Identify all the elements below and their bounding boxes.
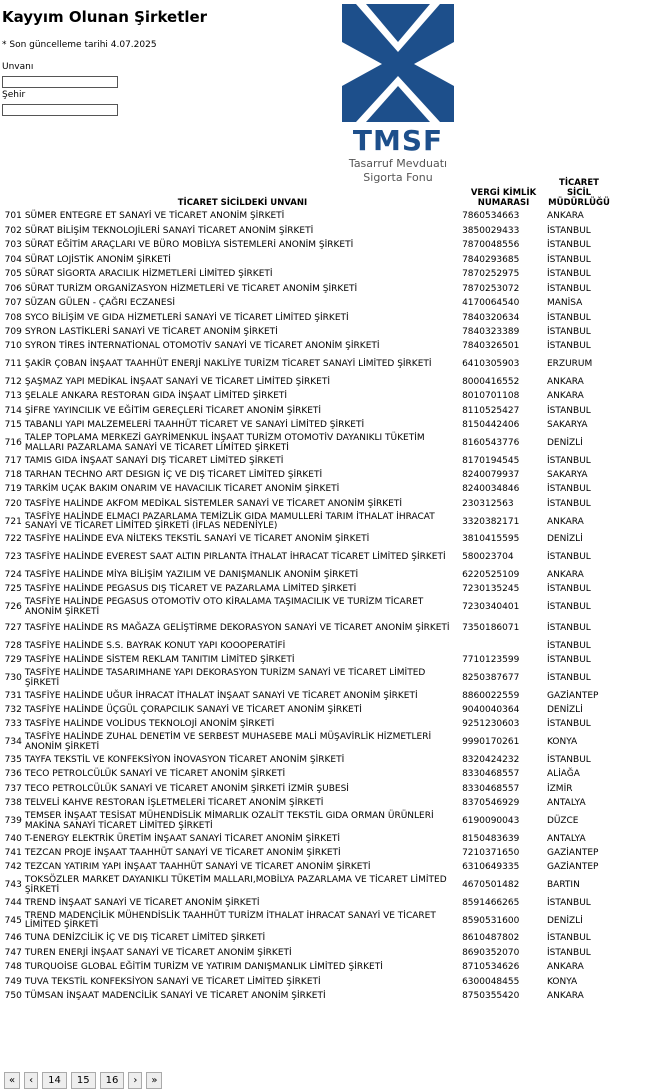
tax-number: 8160543776: [462, 437, 520, 448]
table-row: [0, 390, 612, 404]
row-number: 723: [4, 552, 22, 563]
company-name: TASFİYE HALİNDE PEGASUS DIŞ TİCARET VE PAZARLAMA LİMİTED ŞİRKETİ: [24, 584, 357, 595]
row-number: 701: [4, 211, 22, 222]
company-name: TOKSÖZLER MARKET DAYANIKLI TÜKETİM MALLARI,MOBİLYA PAZARLAMA VE TİCARET LİMİTED ŞİRKETİ: [24, 875, 447, 895]
tax-number: 8370546929: [462, 798, 520, 809]
registry-office: DENİZLİ: [546, 437, 583, 448]
row-number: 712: [4, 376, 22, 387]
row-number: 721: [4, 516, 22, 527]
tax-number: 6300048455: [462, 976, 520, 987]
table-row: [0, 297, 612, 311]
registry-office: ANKARA: [546, 569, 584, 580]
row-number: 706: [4, 283, 22, 294]
registry-office: SAKARYA: [546, 470, 588, 481]
company-name: TARKİM UÇAK BAKIM ONARIM VE HAVACILIK TİCARET ANONİM ŞİRKETİ: [24, 484, 340, 495]
row-number: 703: [4, 240, 22, 251]
page-title: Kayyım Olunan Şirketler: [2, 8, 208, 26]
tax-number: 8690352070: [462, 947, 520, 958]
table-row: [0, 568, 612, 582]
table-row: [0, 861, 612, 875]
tax-number: [461, 639, 546, 653]
company-name: SYCO BİLİŞİM VE GIDA HİZMETLERİ SANAYİ VE TİCARET LİMİTED ŞİRKETİ: [24, 312, 349, 323]
company-name: TASFİYE HALİNDE S.S. BAYRAK KONUT YAPI KOOOPERATİFİ: [24, 640, 286, 651]
company-name: TEZCAN YATIRIM YAPI İNŞAAT TAAHHÜT SANAYİ VE TİCARET ANONİM ŞİRKETİ: [24, 862, 371, 873]
row-number: 714: [4, 405, 22, 416]
table-row: [0, 326, 612, 340]
row-number: 708: [4, 312, 22, 323]
table-row: [0, 718, 612, 732]
row-number: 737: [4, 783, 22, 794]
row-number: 709: [4, 326, 22, 337]
company-name: TECO PETROLCÜLÜK SANAYİ VE TİCARET ANONİM ŞİRKETİ: [24, 769, 286, 780]
tax-number: 8320424232: [462, 754, 520, 765]
tax-number: 7870252975: [462, 269, 520, 280]
tax-number: 8330468557: [462, 783, 520, 794]
company-name: TAMIS GIDA İNŞAAT SANAYİ DIŞ TİCARET LİMİTED ŞİRKETİ: [24, 455, 284, 466]
tax-number: 8010701108: [462, 391, 520, 402]
row-number: 735: [4, 754, 22, 765]
sehir-input[interactable]: [2, 104, 118, 116]
first-page-button[interactable]: «: [4, 1072, 20, 1089]
company-name: TAYFA TEKSTİL VE KONFEKSİYON İNOVASYON TİCARET ANONİM ŞİRKETİ: [24, 754, 345, 765]
table-row: [0, 282, 612, 296]
registry-office: SAKARYA: [546, 420, 588, 431]
tax-number: 4170064540: [462, 298, 520, 309]
tax-number: 8110525427: [462, 405, 520, 416]
company-name: TASFİYE HALİNDE ELMACI PAZARLAMA TEMİZLİK GIDA MAMULLERİ TARIM İTHALAT İHRACAT SANAYİ VE TİCARET LİMİTED ŞİRKETİ (İFLAS NEDENİYLE): [24, 511, 435, 532]
table-row: [0, 753, 612, 767]
company-name: TASFİYE HALİNDE ÜÇGÜL ÇORAPCILIK SANAYİ VE TİCARET ANONİM ŞİRKETİ: [24, 704, 362, 715]
last-page-button[interactable]: »: [146, 1072, 162, 1089]
table-row: [0, 419, 612, 433]
company-name: TÜMSAN İNŞAAT MADENCİLİK SANAYİ VE TİCARET ANONİM ŞİRKETİ: [24, 991, 326, 1002]
row-number: 728: [4, 640, 22, 651]
logo-subtitle-1: Tasarruf Mevduatı: [348, 157, 448, 170]
registry-office: BARTIN: [546, 880, 580, 891]
table-row: [0, 533, 612, 547]
company-name: ŞAKİR ÇOBAN İNŞAAT TAAHHÜT ENERJİ NAKLİYE TURİZM TİCARET SANAYİ LİMİTED ŞİRKETİ: [24, 359, 432, 370]
tax-number: 3320382171: [462, 516, 520, 527]
registry-office: İSTANBUL: [546, 254, 591, 265]
registry-office: İSTANBUL: [546, 622, 591, 633]
company-name: TELVELİ KAHVE RESTORAN İŞLETMELERİ TİCARET ANONİM ŞİRKETİ: [24, 798, 324, 809]
row-number: 729: [4, 655, 22, 666]
table-row: [0, 483, 612, 497]
table-row: [0, 583, 612, 597]
row-number: 748: [4, 962, 22, 973]
registry-office: İSTANBUL: [546, 601, 591, 612]
logo-wordmark: TMSF: [352, 124, 444, 157]
header-vergi: VERGİ KİMLİK NUMARASI: [470, 188, 537, 208]
company-name: TALEP TOPLAMA MERKEZİ GAYRİMENKUL İNŞAAT TURİZM OTOMOTİV DAYANIKLI TÜKETİM MALLARI PAZARLAMA SANAYİ VE TİCARET LİMİTED ŞİRKETİ: [24, 433, 425, 453]
company-table: [0, 178, 612, 1004]
tax-number: 8330468557: [462, 769, 520, 780]
company-name: TEMSER İNŞAAT TESİSAT MÜHENDİSLİK MİMARLIK OZALİT TEKSTİL GIDA ORMAN ÜRÜNLERİ MAKİNA SANAYİ TİCARET LİMİTED ŞİRKETİ: [24, 811, 434, 831]
tax-number: 9251230603: [462, 719, 520, 730]
header-unvan: TİCARET SİCİLDEKİ UNVANI: [177, 198, 308, 208]
tax-number: 7710123599: [462, 655, 520, 666]
row-number: 719: [4, 484, 22, 495]
tax-number: 7230135245: [462, 584, 520, 595]
row-number: 717: [4, 455, 22, 466]
logo-subtitle-2: Sigorta Fonu: [363, 171, 433, 184]
table-row: [0, 340, 612, 354]
company-name: TEZCAN PROJE İNŞAAT TAAHHÜT SANAYİ VE TİCARET ANONİM ŞİRKETİ: [24, 848, 341, 859]
table-row: [0, 547, 612, 568]
company-name: SÜRAT LOJİSTİK ANONİM ŞİRKETİ: [24, 254, 171, 265]
tax-number: 580023704: [462, 552, 514, 563]
registry-office: İSTANBUL: [546, 240, 591, 251]
tax-number: 6310649335: [462, 862, 520, 873]
registry-office: ANKARA: [546, 211, 584, 222]
table-row: [0, 946, 612, 960]
row-number: 743: [4, 880, 22, 891]
row-number: 718: [4, 470, 22, 481]
row-number: 707: [4, 298, 22, 309]
company-name: TASFİYE HALİNDE EVEREST SAAT ALTIN PIRLANTA İTHALAT İHRACAT TİCARET LİMİTED ŞİRKETİ: [24, 552, 446, 563]
registry-office: İZMİR: [546, 783, 573, 794]
company-name: TARHAN TECHNO ART DESIGN İÇ VE DIŞ TİCARET LİMİTED ŞİRKETİ: [24, 470, 323, 481]
registry-office: ANKARA: [546, 516, 584, 527]
company-name: SÜZAN GÜLEN - ÇAĞRI ECZANESİ: [24, 298, 175, 309]
row-number: 742: [4, 862, 22, 873]
table-row: [0, 210, 612, 224]
company-name: TASFİYE HALİNDE VOLİDUS TEKNOLOJİ ANONİM ŞİRKETİ: [24, 719, 275, 730]
registry-office: ANTALYA: [546, 833, 586, 844]
row-number: 745: [4, 915, 22, 926]
row-number: 746: [4, 933, 22, 944]
row-number: 749: [4, 976, 22, 987]
table-row: [0, 597, 612, 618]
row-number: 725: [4, 584, 22, 595]
page-button[interactable]: 15: [71, 1072, 96, 1089]
company-name: TREND İNŞAAT SANAYİ VE TİCARET ANONİM ŞİRKETİ: [24, 897, 260, 908]
unvan-label: Unvanı: [2, 62, 34, 72]
table-row: [0, 639, 612, 653]
row-number: 750: [4, 991, 22, 1002]
tax-number: 8591466265: [462, 897, 520, 908]
table-row: [0, 268, 612, 282]
table-row: [0, 433, 612, 454]
registry-office: İSTANBUL: [546, 584, 591, 595]
row-number: 727: [4, 622, 22, 633]
tax-number: 7870253072: [462, 283, 520, 294]
registry-office: GAZİANTEP: [546, 862, 599, 873]
tax-number: 7210371650: [462, 848, 520, 859]
registry-office: İSTANBUL: [546, 455, 591, 466]
tax-number: 8150483639: [462, 833, 520, 844]
registry-office: GAZİANTEP: [546, 848, 599, 859]
table-row: [0, 512, 612, 533]
registry-office: İSTANBUL: [546, 672, 591, 683]
tax-number: 4670501482: [462, 880, 520, 891]
row-number: 705: [4, 269, 22, 280]
tax-number: 8240034846: [462, 484, 520, 495]
table-row: [0, 704, 612, 718]
registry-office: İSTANBUL: [546, 655, 591, 666]
tax-number: 9990170261: [462, 737, 520, 748]
company-name: TUNA DENİZCİLİK İÇ VE DIŞ TİCARET LİMİTED ŞİRKETİ: [24, 933, 266, 944]
registry-office: ANTALYA: [546, 798, 586, 809]
row-number: 744: [4, 897, 22, 908]
company-name: SYRON TİRES İNTERNATİONAL OTOMOTİV SANAYİ VE TİCARET ANONİM ŞİRKETİ: [24, 341, 380, 352]
registry-office: ALİAĞA: [546, 769, 580, 780]
table-row: [0, 239, 612, 253]
registry-office: DENİZLİ: [546, 704, 583, 715]
table-row: [0, 768, 612, 782]
registry-office: İSTANBUL: [546, 754, 591, 765]
tax-number: 6190090043: [462, 815, 520, 826]
company-name: TECO PETROLCÜLÜK SANAYİ VE TİCARET ANONİM ŞİRKETİ İZMİR ŞUBESİ: [24, 783, 349, 794]
row-number: 736: [4, 769, 22, 780]
row-number: 738: [4, 798, 22, 809]
company-name: TASFİYE HALİNDE RS MAĞAZA GELİŞTİRME DEKORASYON SANAYİ VE TİCARET ANONİM ŞİRKETİ: [24, 622, 450, 633]
tax-number: 6220525109: [462, 569, 520, 580]
table-row: [0, 354, 612, 375]
unvan-input[interactable]: [2, 76, 118, 88]
row-number: 716: [4, 437, 22, 448]
prev-page-button[interactable]: ‹: [24, 1072, 38, 1089]
table-row: [0, 847, 612, 861]
row-number: 747: [4, 947, 22, 958]
row-number: 739: [4, 815, 22, 826]
company-name: ŞİFRE YAYINCILIK VE EĞİTİM GEREÇLERİ TİCARET ANONİM ŞİRKETİ: [24, 405, 322, 416]
header-no: [0, 178, 24, 210]
table-body: [0, 210, 612, 1004]
header-mudurluk: TİCARET SİCİL MÜDÜRLÜĞÜ: [548, 178, 610, 208]
row-number: 711: [4, 359, 22, 370]
registry-office: MANİSA: [546, 298, 583, 309]
tax-number: 7870048556: [462, 240, 520, 251]
registry-office: DENİZLİ: [546, 534, 583, 545]
row-number: 740: [4, 833, 22, 844]
table-row: [0, 454, 612, 468]
table-row: [0, 375, 612, 389]
tax-number: 3850029433: [462, 225, 520, 236]
table-row: [0, 990, 612, 1004]
table-row: [0, 975, 612, 989]
registry-office: İSTANBUL: [546, 933, 591, 944]
registry-office: ERZURUM: [546, 359, 593, 370]
company-name: SÜMER ENTEGRE ET SANAYİ VE TİCARET ANONİM ŞİRKETİ: [24, 211, 285, 222]
tax-number: 8170194545: [462, 455, 520, 466]
table-row: [0, 875, 612, 896]
registry-office: İSTANBUL: [546, 225, 591, 236]
company-name: TASFİYE HALİNDE MİYA BİLİŞİM YAZILIM VE DANIŞMANLIK ANONİM ŞİRKETİ: [24, 569, 359, 580]
company-name: T-ENERGY ELEKTRİK ÜRETİM İNŞAAT SANAYİ TİCARET ANONİM ŞİRKETİ: [24, 833, 341, 844]
company-name: TASFİYE HALİNDE UĞUR İHRACAT İTHALAT İNŞAAT SANAYİ VE TİCARET ANONİM ŞİRKETİ: [24, 690, 418, 701]
company-name: SYRON LASTİKLERİ SANAYİ VE TİCARET ANONİM ŞİRKETİ: [24, 326, 278, 337]
row-number: 720: [4, 498, 22, 509]
last-updated-text: * Son güncelleme tarihi 4.07.2025: [2, 40, 157, 50]
company-name: TASFİYE HALİNDE SİSTEM REKLAM TANITIM LİMİTED ŞİRKETİ: [24, 655, 295, 666]
table-row: [0, 497, 612, 511]
tax-number: 7840320634: [462, 312, 520, 323]
registry-office: ANKARA: [546, 991, 584, 1002]
company-name: SÜRAT EĞİTİM ARAÇLARI VE BÜRO MOBİLYA SİSTEMLERİ ANONİM ŞİRKETİ: [24, 240, 354, 251]
tmsf-emblem: [342, 4, 454, 122]
tax-number: 8150442406: [462, 420, 520, 431]
registry-office: İSTANBUL: [546, 312, 591, 323]
table-row: [0, 732, 612, 753]
registry-office: KONYA: [546, 737, 578, 748]
table-row: [0, 797, 612, 811]
tax-number: 8860022559: [462, 690, 520, 701]
table-row: [0, 932, 612, 946]
registry-office: ANKARA: [546, 391, 584, 402]
company-name: TASFİYE HALİNDE PEGASUS OTOMOTİV OTO KİRALAMA TAŞIMACILIK VE TURİZM TİCARET ANONİM ŞİRKETİ: [24, 597, 424, 617]
company-name: SÜRAT TURİZM ORGANİZASYON HİZMETLERİ VE TİCARET ANONİM ŞİRKETİ: [24, 283, 358, 294]
company-name: TASFİYE HALİNDE AKFOM MEDİKAL SİSTEMLER SANAYİ VE TİCARET ANONİM ŞİRKETİ: [24, 498, 402, 509]
company-name: TASFİYE HALİNDE EVA NİLTEKS TEKSTİL SANAYİ VE TİCARET ANONİM ŞİRKETİ: [24, 534, 370, 545]
tax-number: 8250387677: [462, 672, 520, 683]
row-number: 734: [4, 737, 22, 748]
tmsf-emblem-graphic: [342, 4, 454, 122]
registry-office: İSTANBUL: [546, 552, 591, 563]
company-name: TASFİYE HALİNDE TASARIMHANE YAPI DEKORASYON TURİZM SANAYİ VE TİCARET LİMİTED ŞİRKETİ: [24, 668, 426, 688]
company-name: TREND MADENCİLİK MÜHENDİSLİK TAAHHÜT TURİZM İTHALAT İHRACAT SANAYİ VE TİCARET LİMİTED ŞİRKETİ: [24, 910, 436, 931]
row-number: 724: [4, 569, 22, 580]
registry-office: DÜZCE: [546, 815, 579, 826]
row-number: 722: [4, 534, 22, 545]
tax-number: 7350186071: [462, 622, 520, 633]
company-name: ŞELALE ANKARA RESTORAN GIDA İNŞAAT LİMİTED ŞİRKETİ: [24, 391, 288, 402]
page-button[interactable]: 16: [100, 1072, 125, 1089]
sehir-label: Şehir: [2, 90, 26, 100]
registry-office: ANKARA: [546, 376, 584, 387]
company-name: SÜRAT BİLİŞİM TEKNOLOJİLERİ SANAYİ TİCARET ANONİM ŞİRKETİ: [24, 225, 314, 236]
tax-number: 9040040364: [462, 704, 520, 715]
tmsf-logo: [342, 4, 454, 185]
row-number: 704: [4, 254, 22, 265]
company-name: TUREN ENERJİ İNŞAAT SANAYİ VE TİCARET ANONİM ŞİRKETİ: [24, 947, 292, 958]
row-number: 731: [4, 690, 22, 701]
registry-office: İSTANBUL: [546, 269, 591, 280]
registry-office: İSTANBUL: [546, 484, 591, 495]
registry-office: İSTANBUL: [546, 326, 591, 337]
tax-number: 7840293685: [462, 254, 520, 265]
registry-office: GAZİANTEP: [546, 690, 599, 701]
company-name: TABANLI YAPI MALZEMELERİ TAAHHÜT TİCARET VE SANAYİ LİMİTED ŞİRKETİ: [24, 420, 365, 431]
row-number: 710: [4, 341, 22, 352]
table-row: [0, 668, 612, 689]
tax-number: 230312563: [462, 498, 514, 509]
row-number: 730: [4, 672, 22, 683]
table-row: [0, 689, 612, 703]
tax-number: 7840323389: [462, 326, 520, 337]
page-button[interactable]: 14: [42, 1072, 67, 1089]
tax-number: 8000416552: [462, 376, 520, 387]
table-row: [0, 782, 612, 796]
table-row: [0, 811, 612, 832]
tax-number: 6410305903: [462, 359, 520, 370]
table-row: [0, 832, 612, 846]
company-name: TUVA TEKSTİL KONFEKSİYON SANAYİ VE TİCARET LİMİTED ŞİRKETİ: [24, 976, 321, 987]
table-row: [0, 896, 612, 910]
tax-number: 8710534626: [462, 962, 520, 973]
tax-number: 8750355420: [462, 991, 520, 1002]
table-row: [0, 253, 612, 267]
row-number: 733: [4, 719, 22, 730]
next-page-button[interactable]: ›: [128, 1072, 142, 1089]
company-name: SÜRAT SİGORTA ARACILIK HİZMETLERİ LİMİTED ŞİRKETİ: [24, 269, 273, 280]
row-number: 702: [4, 225, 22, 236]
table-row: [0, 654, 612, 668]
table-row: [0, 469, 612, 483]
table-row: [0, 224, 612, 238]
row-number: 715: [4, 420, 22, 431]
company-name: ŞAŞMAZ YAPI MEDİKAL İNŞAAT SANAYİ VE TİCARET LİMİTED ŞİRKETİ: [24, 376, 330, 387]
registry-office: İSTANBUL: [546, 719, 591, 730]
registry-office: İSTANBUL: [546, 283, 591, 294]
tax-number: 7840326501: [462, 341, 520, 352]
row-number: 726: [4, 601, 22, 612]
tax-number: 8590531600: [462, 915, 520, 926]
registry-office: İSTANBUL: [546, 897, 591, 908]
table-row: [0, 961, 612, 975]
table-header-row: [0, 178, 612, 210]
company-name: TURQUOİSE GLOBAL EĞİTİM TURİZM VE YATIRIM DANIŞMANLIK LİMİTED ŞİRKETİ: [24, 962, 383, 973]
table-row: [0, 618, 612, 639]
registry-office: KONYA: [546, 976, 578, 987]
table-row: [0, 911, 612, 932]
row-number: 732: [4, 704, 22, 715]
registry-office: İSTANBUL: [546, 341, 591, 352]
row-number: 713: [4, 391, 22, 402]
registry-office: İSTANBUL: [546, 405, 591, 416]
company-name: TASFİYE HALİNDE ZUHAL DENETİM VE SERBEST MUHASEBE MALİ MÜŞAVİRLİK HİZMETLERİ ANONİM ŞİRKETİ: [24, 732, 432, 752]
tax-number: 3810415595: [462, 534, 520, 545]
tax-number: 8240079937: [462, 470, 520, 481]
registry-office: İSTANBUL: [546, 498, 591, 509]
registry-office: DENİZLİ: [546, 915, 583, 926]
tax-number: 7860534663: [462, 211, 520, 222]
registry-office: İSTANBUL: [546, 947, 591, 958]
pagination: [4, 1072, 162, 1089]
tax-number: 7230340401: [462, 601, 520, 612]
row-number: 741: [4, 848, 22, 859]
registry-office: ANKARA: [546, 962, 584, 973]
table-row: [0, 311, 612, 325]
table-row: [0, 404, 612, 418]
registry-office: İSTANBUL: [546, 640, 591, 651]
tax-number: 8610487802: [462, 933, 520, 944]
